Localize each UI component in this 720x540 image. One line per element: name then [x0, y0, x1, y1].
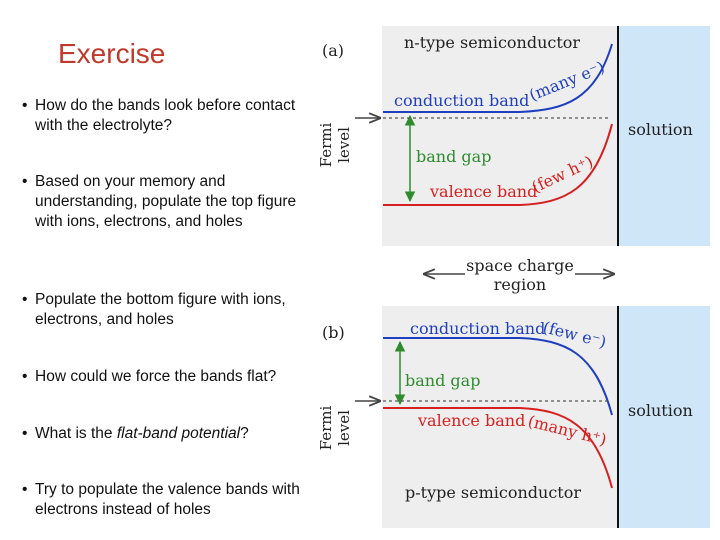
slide-title: Exercise	[58, 38, 166, 69]
bullet-icon: •	[22, 173, 28, 190]
bullet-text: Try to populate the valence bands with electrons instead of holes	[35, 481, 300, 518]
space-charge-label: space charge region	[466, 256, 574, 294]
semiconductor-type-b: p-type semiconductor	[405, 483, 581, 502]
semiconductor-region-a	[382, 26, 618, 246]
bullet-icon: •	[22, 291, 28, 308]
bullet-icon: •	[22, 97, 28, 114]
valence-band-label-b: valence band	[418, 411, 526, 430]
bullet-text: Populate the bottom figure with ions, electrons, and holes	[35, 291, 286, 328]
fermi-level-label-a: Fermilevel	[317, 122, 353, 168]
flat-band-term: flat-band potential	[116, 425, 241, 442]
panel-b	[317, 306, 710, 528]
fermi-level-label-b: Fermilevel	[317, 405, 353, 451]
conduction-note-a: (many e⁻)	[526, 57, 608, 105]
solution-label-b: solution	[628, 401, 693, 420]
bullet-icon: •	[22, 368, 28, 385]
solution-label-a: solution	[628, 120, 693, 139]
bullet-text: What is the flat-band potential?	[35, 425, 249, 442]
panel-a-label: (a)	[322, 41, 345, 60]
panel-b-label: (b)	[322, 323, 345, 342]
bullet-icon: •	[22, 425, 28, 442]
band-gap-label-a: band gap	[416, 147, 492, 166]
valence-note-b: (many h⁺)	[526, 411, 609, 450]
band-gap-label-b: band gap	[405, 371, 481, 390]
bullet-icon: •	[22, 481, 28, 498]
conduction-band-label-b: conduction band	[410, 319, 546, 338]
bullet-text: Based on your memory and understanding, populate the top figure with ions, electrons, and holes	[35, 173, 297, 230]
semiconductor-type-a: n-type semiconductor	[404, 33, 581, 52]
space-charge-annotation	[424, 255, 614, 295]
panel-a	[317, 26, 710, 246]
conduction-band-label-a: conduction band	[394, 91, 530, 110]
conduction-note-b: (few e⁻)	[541, 317, 609, 352]
valence-note-a: (few h⁺)	[528, 151, 596, 197]
bullet-text: How do the bands look before contact with the electrolyte?	[35, 97, 296, 134]
valence-band-label-a: valence band	[430, 182, 538, 201]
bullet-text: How could we force the bands flat?	[35, 368, 277, 385]
